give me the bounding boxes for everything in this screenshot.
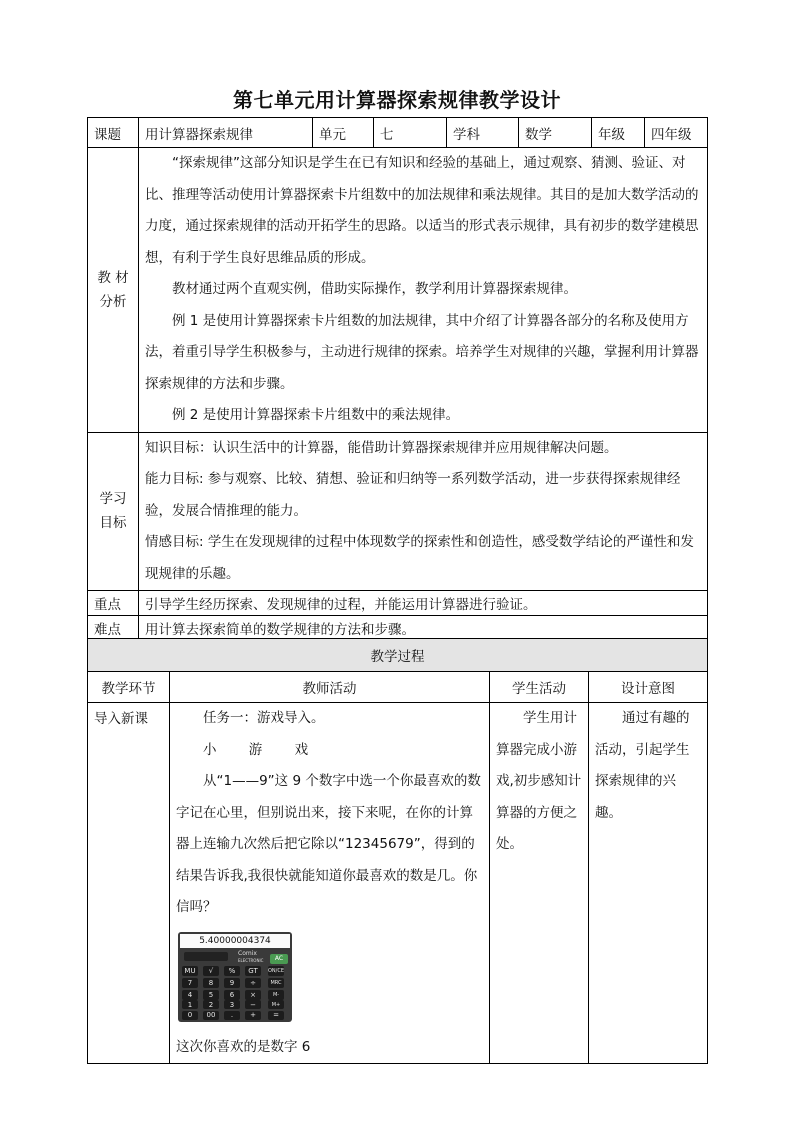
calculator-key: − bbox=[245, 1000, 261, 1009]
unit-value: 七 bbox=[374, 118, 447, 148]
calculator-key: √ bbox=[203, 966, 219, 976]
knowledge-objective: 知识目标：认识生活中的计算器，能借助计算器探索规律并应用规律解决问题。 bbox=[145, 439, 618, 456]
calculator-key: MRC bbox=[268, 978, 284, 988]
subject-label: 学科 bbox=[447, 118, 519, 148]
objectives-label: 学习 目标 bbox=[88, 432, 139, 591]
analysis-paragraph: 例 2 是使用计算器探索卡片组数中的乘法规律。 bbox=[172, 407, 460, 423]
column-header: 教师活动 bbox=[170, 672, 490, 703]
column-header: 学生活动 bbox=[490, 672, 589, 703]
info-row bbox=[88, 118, 708, 148]
student-activity-cell: 学生用计算器完成小游戏,初步感知计算器的方便之处。 bbox=[490, 703, 589, 1064]
column-header: 教学环节 bbox=[88, 672, 170, 703]
process-header-row bbox=[88, 639, 708, 672]
calculator-key: . bbox=[224, 1011, 240, 1020]
grade-value: 四年级 bbox=[645, 118, 708, 148]
calculator-key: % bbox=[224, 966, 240, 976]
calculator-caption: 这次你喜欢的是数字 6 bbox=[176, 1038, 311, 1055]
topic-value: 用计算器探索规律 bbox=[139, 118, 313, 148]
difficulty-text: 用计算去探索简单的数学规律的方法和步骤。 bbox=[139, 616, 708, 641]
analysis-paragraph: “探索规律”这部分知识是学生在已有知识和经验的基础上，通过观察、猜测、验证、对比、推理等活动使用计算器探索卡片组数中的加法规律和乘法规律。其目的是加大数学活动的力度，通过探索规律的活动开拓学生的思路。以适当的形式表示规律，具有初步的数学建模思想，有利于学生良好思维品质的形成。 bbox=[145, 155, 699, 266]
subject-value: 数学 bbox=[519, 118, 592, 148]
calculator-key: MU bbox=[182, 966, 198, 976]
analysis-label: 教 材 分析 bbox=[88, 148, 139, 433]
calculator-key: 00 bbox=[203, 1011, 219, 1020]
stage-cell: 导入新课 bbox=[88, 703, 170, 1064]
analysis-row bbox=[88, 148, 708, 433]
game-instruction: 从“1——9”这 9 个数字中选一个你最喜欢的数字记在心里，但别说出来，接下来呢，在你的计算器上连输九次然后把它除以“12345679”，得到的结果告诉我,我很快就能知道你最喜欢的数是几。你信吗？ bbox=[176, 773, 481, 915]
game-title: 小 游 戏 bbox=[203, 741, 323, 758]
calculator-key: × bbox=[245, 990, 261, 1000]
ability-objective: 能力目标: 参与观察、比较、猜想、验证和归纳等一系列数学活动，进一步获得探索规律经验，发展合情推理的能力。 bbox=[145, 471, 681, 519]
calculator-key: 8 bbox=[203, 978, 219, 988]
key-point-text: 引导学生经历探索、发现规律的过程，并能运用计算器进行验证。 bbox=[139, 591, 708, 616]
calculator-display: 5.40000004374 bbox=[180, 934, 290, 948]
calculator-key: ÷ bbox=[245, 978, 261, 988]
column-header-row bbox=[88, 672, 708, 703]
calculator-key: 5 bbox=[203, 990, 219, 1000]
difficulty-row bbox=[88, 616, 708, 641]
key-point-row bbox=[88, 591, 708, 616]
analysis-content bbox=[139, 148, 708, 433]
lesson-info-table bbox=[87, 117, 708, 641]
analysis-paragraph: 教材通过两个直观实例，借助实际操作，教学利用计算器探索规律。 bbox=[172, 281, 577, 297]
grade-label: 年级 bbox=[592, 118, 645, 148]
calculator-key: 6 bbox=[224, 990, 240, 1000]
objectives-content bbox=[139, 432, 708, 591]
teaching-process-table bbox=[87, 638, 708, 1064]
page-title: 第七单元用计算器探索规律教学设计 bbox=[233, 88, 561, 112]
calculator-key: M+ bbox=[268, 1000, 284, 1009]
solar-panel bbox=[184, 952, 228, 961]
difficulty-label: 难点 bbox=[88, 616, 139, 641]
calculator-image bbox=[178, 932, 292, 1022]
calculator-key: 9 bbox=[224, 978, 240, 988]
teacher-activity-cell bbox=[170, 703, 490, 1064]
calculator-key: + bbox=[245, 1011, 261, 1020]
key-point-label: 重点 bbox=[88, 591, 139, 616]
calculator-key: 1 bbox=[182, 1000, 198, 1009]
calculator-key: 0 bbox=[182, 1011, 198, 1020]
calculator-ac-key: AC bbox=[270, 954, 288, 964]
calculator-key: 2 bbox=[203, 1000, 219, 1009]
intro-row bbox=[88, 703, 708, 1064]
calculator-key: 4 bbox=[182, 990, 198, 1000]
calculator-brand: Comix ELECTRONIC bbox=[238, 949, 264, 963]
task-line: 任务一：游戏导入。 bbox=[203, 710, 325, 726]
calculator-key: 3 bbox=[224, 1000, 240, 1009]
calculator-key: M- bbox=[268, 990, 284, 1000]
calculator-key: GT bbox=[245, 966, 261, 976]
objectives-row bbox=[88, 432, 708, 591]
unit-label: 单元 bbox=[313, 118, 374, 148]
column-header: 设计意图 bbox=[589, 672, 708, 703]
topic-label: 课题 bbox=[88, 118, 139, 148]
calculator-key: ON/CE bbox=[268, 967, 285, 974]
design-intent-cell: 通过有趣的活动，引起学生探索规律的兴趣。 bbox=[589, 703, 708, 1064]
calculator-key: 7 bbox=[182, 978, 198, 988]
calculator-key: = bbox=[268, 1011, 284, 1020]
emotion-objective: 情感目标: 学生在发现规律的过程中体现数学的探索性和创造性，感受数学结论的严谨性和发现规律的乐趣。 bbox=[145, 534, 694, 582]
process-header: 教学过程 bbox=[88, 639, 708, 672]
analysis-paragraph: 例 1 是使用计算器探索卡片组数的加法规律，其中介绍了计算器各部分的名称及使用方法，着重引导学生积极参与，主动进行规律的探索。培养学生对规律的兴趣，掌握利用计算器探索规律的方法和步骤。 bbox=[145, 312, 699, 392]
